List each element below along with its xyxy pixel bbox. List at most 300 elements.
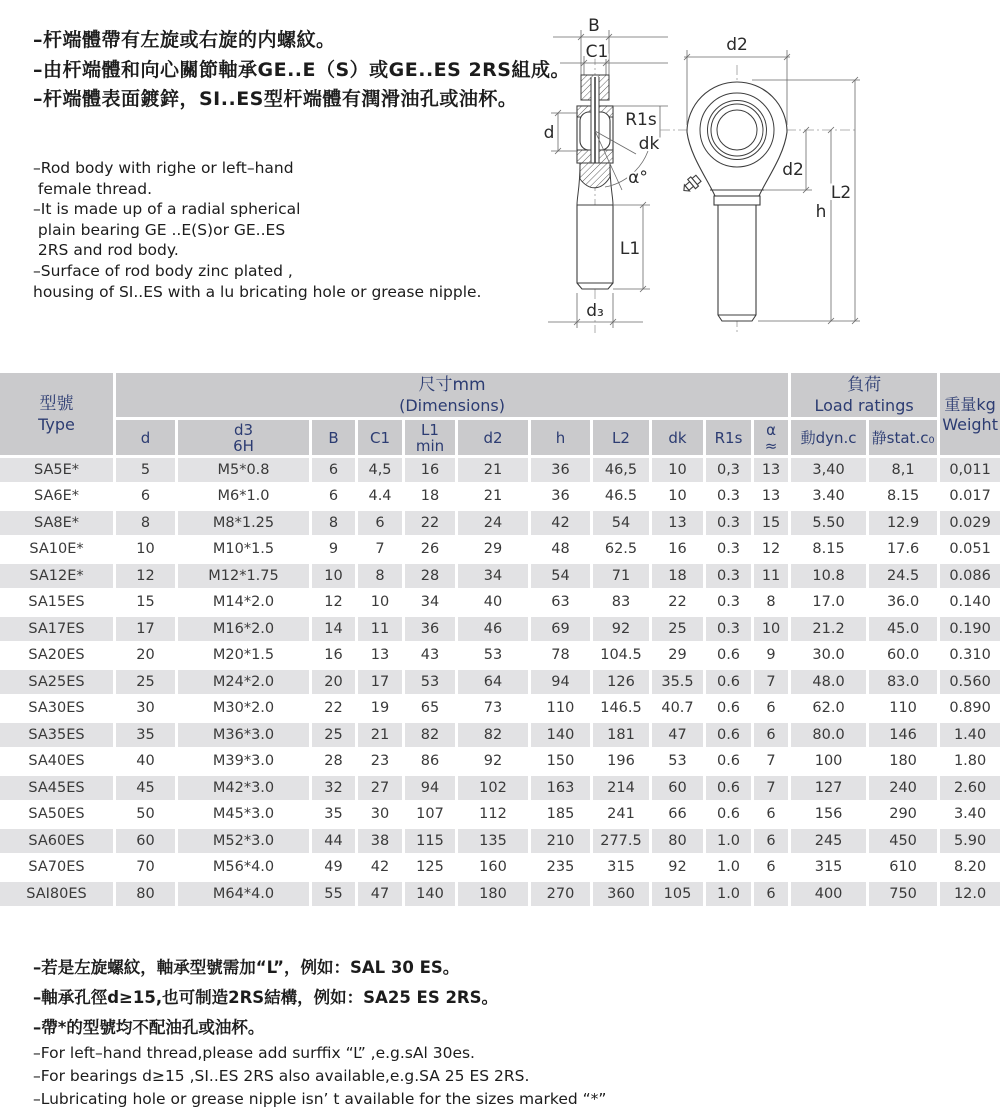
cell-alpha: 7 [754,776,788,800]
cell-stat: 290 [869,803,937,827]
cell-dk: 18 [652,564,703,588]
cell-r1s: 0.6 [706,750,751,774]
cell-h: 163 [531,776,590,800]
header-weight [940,373,1000,455]
header-load-ratings [791,373,937,417]
cell-d2: 40 [458,591,528,615]
dim-label-r1s: R1s [625,110,657,130]
cell-d3: M8*1.25 [178,511,309,535]
note-zh-line: –若是左旋螺紋，軸承型號需加“L”，例如：SAL 30 ES。 [33,958,460,977]
header-type [0,373,113,455]
cell-c1: 13 [358,644,402,668]
cell-dk: 35.5 [652,670,703,694]
header-col-d3: d3 6H [178,420,309,455]
intro-en-line: –Surface of rod body zinc plated , [33,261,293,280]
header-col-alpha: α ≈ [754,420,788,455]
table-row [0,697,1000,721]
cell-d3: M5*0.8 [178,458,309,482]
cell-weight: 0.017 [940,485,1000,509]
cell-d2: 102 [458,776,528,800]
table-row [0,591,1000,615]
cell-d: 20 [116,644,175,668]
cell-weight: 5.90 [940,829,1000,853]
cell-d: 35 [116,723,175,747]
cell-d2: 112 [458,803,528,827]
intro-en-line: plain bearing GE ..E(S)or GE..ES [33,220,286,239]
cell-d: 30 [116,697,175,721]
cell-type: SA35ES [0,723,113,747]
cell-l2: 277.5 [593,829,649,853]
cell-dk: 60 [652,776,703,800]
cell-dk: 53 [652,750,703,774]
cell-d2: 29 [458,538,528,562]
cell-stat: 750 [869,882,937,906]
dim-label-h: h [815,202,827,222]
cell-d3: M10*1.5 [178,538,309,562]
cell-h: 140 [531,723,590,747]
cell-h: 69 [531,617,590,641]
cell-l1min: 86 [405,750,455,774]
cell-weight: 0.051 [940,538,1000,562]
cell-dyn: 21.2 [791,617,866,641]
table-row [0,723,1000,747]
cell-type: SA8E* [0,511,113,535]
cell-b: 49 [312,856,355,880]
cell-d: 15 [116,591,175,615]
intro-zh-line: –由杆端體和向心關節軸承GE..E（S）或GE..ES 2RS組成。 [33,58,570,81]
cell-d2: 46 [458,617,528,641]
note-zh-line: –軸承孔徑d≥15,也可制造2RS結構，例如：SA25 ES 2RS。 [33,988,499,1007]
header-load-zh: 負荷 [847,375,882,395]
cell-d3: M24*2.0 [178,670,309,694]
cell-type: SA12E* [0,564,113,588]
spec-table-header [0,373,1000,455]
header-col-l1min: L1 min [405,420,455,455]
header-type-zh: 型號 [39,394,74,414]
table-row [0,829,1000,853]
cell-stat: 36.0 [869,591,937,615]
cell-b: 6 [312,458,355,482]
header-col-dk: dk [652,420,703,455]
cell-d3: M16*2.0 [178,617,309,641]
cell-d2: 34 [458,564,528,588]
cell-stat: 610 [869,856,937,880]
dim-label-l2: L2 [830,183,852,203]
cell-stat: 450 [869,829,937,853]
cell-d: 5 [116,458,175,482]
cell-c1: 21 [358,723,402,747]
cell-b: 14 [312,617,355,641]
header-col-c1: C1 [358,420,402,455]
cell-d2: 160 [458,856,528,880]
cell-d3: M39*3.0 [178,750,309,774]
cell-dk: 92 [652,856,703,880]
cell-d: 50 [116,803,175,827]
header-load-en: Load ratings [814,396,914,415]
cell-weight: 8.20 [940,856,1000,880]
cell-l2: 83 [593,591,649,615]
cell-l2: 46,5 [593,458,649,482]
cell-b: 8 [312,511,355,535]
cell-dk: 66 [652,803,703,827]
cell-d2: 82 [458,723,528,747]
technical-drawing [515,5,1000,345]
table-row [0,511,1000,535]
cell-stat: 17.6 [869,538,937,562]
cell-alpha: 12 [754,538,788,562]
cell-d2: 53 [458,644,528,668]
table-row [0,856,1000,880]
cell-r1s: 0,3 [706,458,751,482]
cell-type: SA15ES [0,591,113,615]
cell-alpha: 7 [754,750,788,774]
cell-weight: 0.086 [940,564,1000,588]
cell-dyn: 3.40 [791,485,866,509]
cell-stat: 110 [869,697,937,721]
cell-type: SA20ES [0,644,113,668]
note-en-line: –For bearings d≥15 ,SI..ES 2RS also available,e.g.SA 25 ES 2RS. [33,1067,530,1085]
header-weight-en: Weight [942,415,998,434]
cell-l1min: 16 [405,458,455,482]
table-row [0,644,1000,668]
header-col-d: d [116,420,175,455]
cell-h: 54 [531,564,590,588]
cell-d: 40 [116,750,175,774]
cell-stat: 83.0 [869,670,937,694]
cell-d3: M42*3.0 [178,776,309,800]
cell-b: 32 [312,776,355,800]
cell-type: SA40ES [0,750,113,774]
cell-l1min: 115 [405,829,455,853]
cell-h: 235 [531,856,590,880]
cell-weight: 0.190 [940,617,1000,641]
cell-b: 35 [312,803,355,827]
cell-alpha: 6 [754,697,788,721]
cell-d2: 21 [458,485,528,509]
cell-type: SA6E* [0,485,113,509]
cell-d3: M20*1.5 [178,644,309,668]
header-dimensions [116,373,788,417]
cell-dyn: 100 [791,750,866,774]
table-row [0,670,1000,694]
cell-alpha: 9 [754,644,788,668]
cell-c1: 10 [358,591,402,615]
cell-d: 10 [116,538,175,562]
cell-dyn: 10.8 [791,564,866,588]
cell-dyn: 48.0 [791,670,866,694]
cell-c1: 4.4 [358,485,402,509]
cell-d3: M30*2.0 [178,697,309,721]
cell-l2: 92 [593,617,649,641]
header-col-h: h [531,420,590,455]
cell-dk: 16 [652,538,703,562]
cell-type: SA70ES [0,856,113,880]
cell-weight: 0,011 [940,458,1000,482]
table-row [0,458,1000,482]
dim-label-d3: d₃ [586,301,604,321]
cell-h: 63 [531,591,590,615]
cell-d3: M36*3.0 [178,723,309,747]
cell-d3: M12*1.75 [178,564,309,588]
dim-label-c1: C1 [585,42,609,62]
cell-r1s: 0.3 [706,617,751,641]
cell-dyn: 127 [791,776,866,800]
cell-d3: M56*4.0 [178,856,309,880]
cell-l1min: 125 [405,856,455,880]
cell-dyn: 3,40 [791,458,866,482]
cell-weight: 2.60 [940,776,1000,800]
cell-stat: 8,1 [869,458,937,482]
cell-l2: 71 [593,564,649,588]
cell-dk: 13 [652,511,703,535]
cell-c1: 27 [358,776,402,800]
intro-en-line: –Rod body with righe or left–hand [33,159,294,177]
cell-b: 55 [312,882,355,906]
cell-weight: 0.140 [940,591,1000,615]
cell-stat: 180 [869,750,937,774]
cell-d3: M6*1.0 [178,485,309,509]
cell-d3: M64*4.0 [178,882,309,906]
cell-weight: 0.310 [940,644,1000,668]
cell-c1: 6 [358,511,402,535]
cell-b: 44 [312,829,355,853]
cell-dyn: 5.50 [791,511,866,535]
cell-d: 45 [116,776,175,800]
grease-nipple-icon [680,174,702,195]
cell-l1min: 53 [405,670,455,694]
cell-l1min: 43 [405,644,455,668]
cell-d3: M52*3.0 [178,829,309,853]
cell-r1s: 0.3 [706,511,751,535]
cell-alpha: 8 [754,591,788,615]
cell-d2: 64 [458,670,528,694]
cell-alpha: 11 [754,564,788,588]
dim-label-d2-inner: d2 [782,160,804,180]
header-dims-zh: 尺寸mm [418,375,486,395]
cell-stat: 24.5 [869,564,937,588]
cell-l2: 126 [593,670,649,694]
cell-c1: 8 [358,564,402,588]
cell-l1min: 65 [405,697,455,721]
cell-dk: 10 [652,458,703,482]
dim-label-d: d [543,123,555,143]
cell-d2: 92 [458,750,528,774]
dim-label-dk: dk [638,134,660,154]
cell-l2: 54 [593,511,649,535]
table-row [0,538,1000,562]
cell-c1: 30 [358,803,402,827]
cell-alpha: 6 [754,723,788,747]
cell-b: 20 [312,670,355,694]
cell-alpha: 6 [754,803,788,827]
cell-l2: 181 [593,723,649,747]
cell-type: SA45ES [0,776,113,800]
cell-l1min: 18 [405,485,455,509]
cell-d3: M45*3.0 [178,803,309,827]
cell-weight: 12.0 [940,882,1000,906]
cell-dyn: 156 [791,803,866,827]
cell-b: 9 [312,538,355,562]
cell-stat: 45.0 [869,617,937,641]
dim-label-alpha: α° [628,168,648,188]
cell-alpha: 15 [754,511,788,535]
header-dims-en: (Dimensions) [399,396,505,415]
cell-d: 6 [116,485,175,509]
header-col-stat: 静stat.c₀ [869,420,937,455]
cell-r1s: 0.3 [706,591,751,615]
cell-l1min: 94 [405,776,455,800]
cell-d2: 21 [458,458,528,482]
cell-type: SA17ES [0,617,113,641]
cell-d: 17 [116,617,175,641]
cell-d: 80 [116,882,175,906]
cell-h: 185 [531,803,590,827]
cell-weight: 1.40 [940,723,1000,747]
dim-label-d2-top: d2 [726,35,748,55]
cell-h: 78 [531,644,590,668]
cell-l1min: 26 [405,538,455,562]
cell-l2: 46.5 [593,485,649,509]
cell-alpha: 7 [754,670,788,694]
cell-dk: 105 [652,882,703,906]
table-row [0,882,1000,906]
cell-stat: 146 [869,723,937,747]
dim-label-l1: L1 [619,239,641,259]
cell-l2: 360 [593,882,649,906]
cell-d3: M14*2.0 [178,591,309,615]
cell-dyn: 245 [791,829,866,853]
cell-dyn: 30.0 [791,644,866,668]
intro-zh-line: –杆端體表面鍍鋅，SI..ES型杆端體有潤滑油孔或油杯。 [33,88,518,110]
cell-alpha: 6 [754,856,788,880]
cell-c1: 7 [358,538,402,562]
cell-r1s: 0.6 [706,697,751,721]
cell-dk: 29 [652,644,703,668]
intro-en-line: housing of SI..ES with a lu bricating hole or grease nipple. [33,282,482,301]
cell-dyn: 8.15 [791,538,866,562]
cell-stat: 8.15 [869,485,937,509]
table-row [0,776,1000,800]
cell-b: 12 [312,591,355,615]
cell-b: 16 [312,644,355,668]
cell-c1: 4,5 [358,458,402,482]
cell-weight: 0.560 [940,670,1000,694]
header-col-b: B [312,420,355,455]
cell-stat: 12.9 [869,511,937,535]
cell-c1: 17 [358,670,402,694]
header-col-l2: L2 [593,420,649,455]
intro-en-line: –It is made up of a radial spherical [33,200,301,219]
header-col-d2: d2 [458,420,528,455]
cell-l2: 62.5 [593,538,649,562]
cell-dk: 47 [652,723,703,747]
cell-dyn: 400 [791,882,866,906]
spec-table [0,370,1000,909]
cell-l1min: 82 [405,723,455,747]
cell-c1: 42 [358,856,402,880]
cell-r1s: 0.6 [706,723,751,747]
cell-l1min: 22 [405,511,455,535]
cell-l1min: 28 [405,564,455,588]
intro-english [33,158,481,302]
cell-dk: 25 [652,617,703,641]
cell-h: 36 [531,485,590,509]
notes-english [33,1042,606,1111]
cell-d2: 73 [458,697,528,721]
cell-c1: 11 [358,617,402,641]
cell-c1: 19 [358,697,402,721]
cell-r1s: 0.6 [706,644,751,668]
cell-r1s: 0.3 [706,485,751,509]
cell-stat: 60.0 [869,644,937,668]
intro-en-line: 2RS and rod body. [33,241,179,260]
cell-type: SA10E* [0,538,113,562]
cell-d2: 135 [458,829,528,853]
cell-alpha: 6 [754,882,788,906]
cell-alpha: 13 [754,458,788,482]
table-row [0,485,1000,509]
cell-h: 36 [531,458,590,482]
cell-type: SA5E* [0,458,113,482]
cell-r1s: 1.0 [706,829,751,853]
cell-type: SA50ES [0,803,113,827]
cell-dk: 10 [652,485,703,509]
cell-b: 22 [312,697,355,721]
cell-r1s: 0.6 [706,776,751,800]
cell-alpha: 10 [754,617,788,641]
cell-h: 94 [531,670,590,694]
cell-d: 60 [116,829,175,853]
header-type-en: Type [38,415,75,434]
cell-l2: 241 [593,803,649,827]
cell-r1s: 0.3 [706,564,751,588]
cell-h: 210 [531,829,590,853]
note-zh-line: –帶*的型號均不配油孔或油杯。 [33,1018,265,1037]
cell-l1min: 34 [405,591,455,615]
dim-label-b: B [588,16,600,36]
cell-dyn: 315 [791,856,866,880]
table-row [0,803,1000,827]
cell-alpha: 13 [754,485,788,509]
spec-table-body [0,458,1000,906]
cell-b: 28 [312,750,355,774]
table-row [0,617,1000,641]
cell-d2: 24 [458,511,528,535]
cell-b: 25 [312,723,355,747]
cell-dyn: 80.0 [791,723,866,747]
cell-l2: 104.5 [593,644,649,668]
table-row [0,564,1000,588]
table-row [0,750,1000,774]
cell-weight: 0.029 [940,511,1000,535]
cell-d: 12 [116,564,175,588]
cell-dk: 40.7 [652,697,703,721]
note-en-line: –Lubricating hole or grease nipple isn’ t available for the sizes marked “*” [33,1090,607,1108]
cell-l2: 315 [593,856,649,880]
intro-en-line: female thread. [33,179,153,198]
cell-dk: 80 [652,829,703,853]
cell-l1min: 107 [405,803,455,827]
cell-weight: 0.890 [940,697,1000,721]
cell-d: 8 [116,511,175,535]
header-weight-zh: 重量kg [944,395,996,414]
cell-r1s: 1.0 [706,856,751,880]
header-col-dyn: 動dyn.c [791,420,866,455]
cell-dyn: 17.0 [791,591,866,615]
cell-type: SA25ES [0,670,113,694]
intro-chinese [33,26,570,115]
cell-weight: 3.40 [940,803,1000,827]
